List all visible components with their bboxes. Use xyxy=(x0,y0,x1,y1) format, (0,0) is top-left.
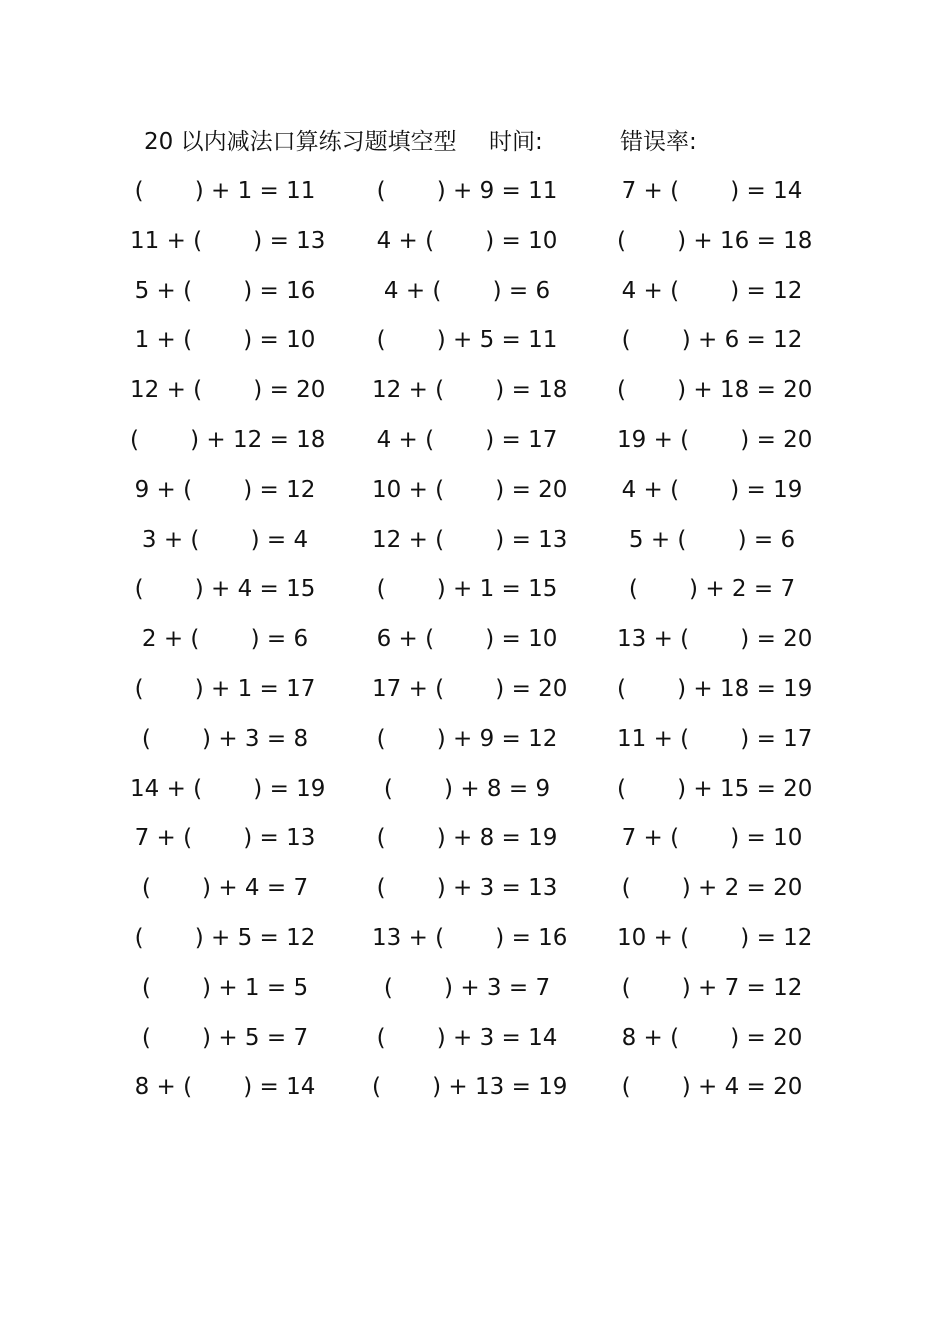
problem-item: 4 + ( ) = 19 xyxy=(621,476,803,503)
problem-row xyxy=(0,372,950,422)
problem-item: ( ) + 3 = 13 xyxy=(376,875,558,902)
problem-item: 1 + ( ) = 10 xyxy=(134,327,316,354)
problem-item: ( ) + 5 = 12 xyxy=(134,924,316,951)
problem-item: ( ) + 9 = 11 xyxy=(376,178,558,204)
problem-item: 7 + ( ) = 10 xyxy=(621,825,803,852)
problem-row xyxy=(0,571,950,621)
problem-row xyxy=(0,920,950,970)
problem-row xyxy=(0,771,950,821)
problem-grid xyxy=(0,173,950,1119)
problem-item: 10 + ( ) = 20 xyxy=(372,476,568,503)
problem-row xyxy=(0,173,950,223)
problem-item: ( ) + 15 = 20 xyxy=(617,775,813,802)
problem-item: 8 + ( ) = 20 xyxy=(621,1024,803,1051)
problem-item: 19 + ( ) = 20 xyxy=(617,426,813,453)
problem-item: 12 + ( ) = 13 xyxy=(372,526,568,553)
problem-item: 17 + ( ) = 20 xyxy=(372,675,568,702)
problem-item: 13 + ( ) = 16 xyxy=(372,924,568,951)
worksheet-title: 20 以内减法口算练习题填空型 xyxy=(144,129,457,155)
problem-item: 13 + ( ) = 20 xyxy=(617,626,813,653)
problem-item: 11 + ( ) = 17 xyxy=(617,725,813,752)
problem-row xyxy=(0,820,950,870)
problem-item: ( ) + 18 = 19 xyxy=(617,675,813,702)
problem-row xyxy=(0,671,950,721)
problem-item: 7 + ( ) = 13 xyxy=(134,825,316,852)
problem-row xyxy=(0,422,950,472)
problem-item: 9 + ( ) = 12 xyxy=(134,476,316,503)
worksheet-header xyxy=(144,126,844,158)
problem-item: 5 + ( ) = 6 xyxy=(628,526,796,553)
problem-item: ( ) + 1 = 11 xyxy=(134,178,316,204)
problem-item: ( ) + 4 = 15 xyxy=(134,576,316,603)
problem-item: ( ) + 16 = 18 xyxy=(617,227,813,254)
problem-row xyxy=(0,322,950,372)
problem-item: ( ) + 13 = 19 xyxy=(372,1074,568,1101)
problem-row xyxy=(0,522,950,572)
problem-item: ( ) + 1 = 5 xyxy=(141,974,309,1001)
problem-row xyxy=(0,870,950,920)
problem-item: 4 + ( ) = 17 xyxy=(376,426,558,453)
problem-row xyxy=(0,721,950,771)
problem-item: ( ) + 9 = 12 xyxy=(376,725,558,752)
problem-item: 10 + ( ) = 12 xyxy=(617,924,813,951)
problem-item: 3 + ( ) = 4 xyxy=(141,526,309,553)
problem-item: ( ) + 2 = 20 xyxy=(621,875,803,902)
problem-item: 12 + ( ) = 20 xyxy=(130,377,326,404)
problem-item: 4 + ( ) = 10 xyxy=(376,227,558,254)
error-rate-label: 错误率: xyxy=(620,129,697,155)
problem-item: ( ) + 5 = 7 xyxy=(141,1024,309,1051)
problem-item: ( ) + 2 = 7 xyxy=(628,576,796,603)
problem-item: 12 + ( ) = 18 xyxy=(372,377,568,404)
problem-item: 2 + ( ) = 6 xyxy=(141,626,309,653)
problem-row xyxy=(0,621,950,671)
problem-row xyxy=(0,1020,950,1070)
problem-item: 4 + ( ) = 12 xyxy=(621,277,803,304)
problem-item: ( ) + 1 = 15 xyxy=(376,576,558,603)
problem-row xyxy=(0,970,950,1020)
problem-item: ( ) + 5 = 11 xyxy=(376,327,558,354)
problem-item: ( ) + 8 = 19 xyxy=(376,825,558,852)
problem-item: ( ) + 7 = 12 xyxy=(621,974,803,1001)
problem-row xyxy=(0,1069,950,1119)
problem-item: ( ) + 3 = 8 xyxy=(141,725,309,752)
problem-item: 14 + ( ) = 19 xyxy=(130,775,326,802)
problem-item: ( ) + 1 = 17 xyxy=(134,675,316,702)
problem-row xyxy=(0,273,950,323)
problem-item: ( ) + 18 = 20 xyxy=(617,377,813,404)
problem-item: ( ) + 12 = 18 xyxy=(130,426,326,453)
problem-item: 8 + ( ) = 14 xyxy=(134,1074,316,1101)
problem-item: ( ) + 8 = 9 xyxy=(383,775,551,802)
problem-item: 6 + ( ) = 10 xyxy=(376,626,558,653)
problem-item: ( ) + 3 = 7 xyxy=(383,974,551,1001)
problem-row xyxy=(0,472,950,522)
time-label: 时间: xyxy=(489,129,543,155)
problem-item: 5 + ( ) = 16 xyxy=(134,277,316,304)
problem-item: 7 + ( ) = 14 xyxy=(621,178,803,204)
problem-row xyxy=(0,223,950,273)
problem-item: 11 + ( ) = 13 xyxy=(130,227,326,254)
problem-item: ( ) + 4 = 7 xyxy=(141,875,309,902)
problem-item: ( ) + 4 = 20 xyxy=(621,1074,803,1101)
problem-item: ( ) + 3 = 14 xyxy=(376,1024,558,1051)
problem-item: ( ) + 6 = 12 xyxy=(621,327,803,354)
problem-item: 4 + ( ) = 6 xyxy=(383,277,551,304)
